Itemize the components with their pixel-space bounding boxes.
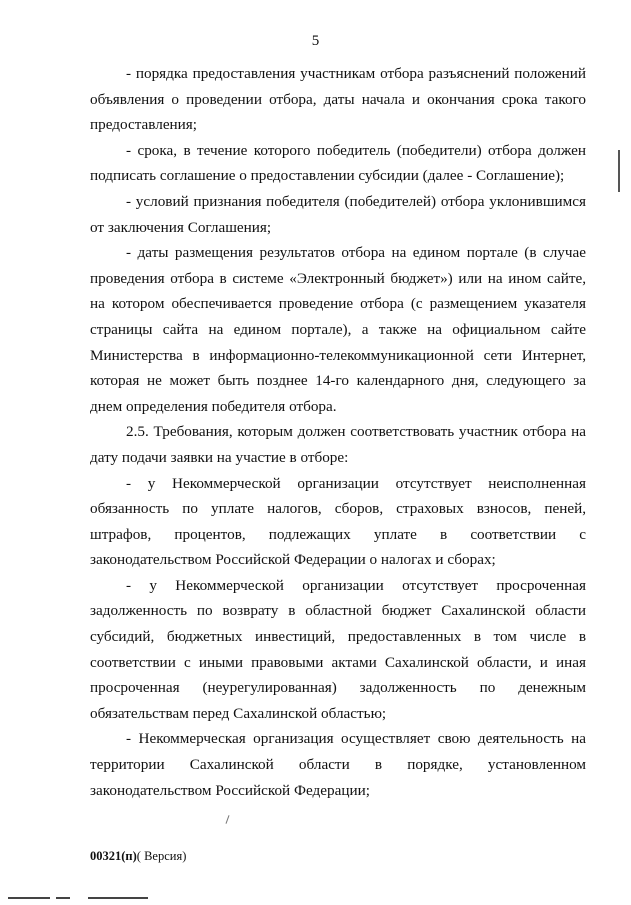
paragraph-evasion-conditions: - условий признания победителя (победителей) отбора уклонившимся от заключения Соглашения;: [90, 192, 586, 236]
body-text: [90, 61, 586, 803]
paragraph-territory: - Некоммерческая организация осуществляет свою деятельность на территории Сахалинской области в порядке, установленном законодательством Российской Федерации;: [90, 730, 586, 799]
scan-line: [56, 897, 70, 899]
paragraph-clarifications: - порядка предоставления участникам отбора разъяснений положений объявления о проведении отбора, даты начала и окончания срока такого предоставления;: [90, 65, 586, 134]
paragraph-results-publication: - даты размещения результатов отбора на едином портале (в случае проведения отбора в системе «Электронный бюджет») или на ином сайте, на котором обеспечивается проведение отбора (с размещением указателя страницы сайта на едином портале), а также на официальном сайте Министерства в информационно-телекоммуникационной сети Интернет, которая не может быть позднее 14-го календарного дня, следующего за днем определения победителя отбора.: [90, 244, 586, 415]
footer-code: 00321(п): [90, 849, 137, 863]
scan-line: [8, 897, 50, 899]
scan-line: [88, 897, 148, 899]
scan-tick-mark: [225, 815, 229, 824]
paragraph-requirements-2-5: 2.5. Требования, которым должен соответствовать участник отбора на дату подачи заявки на участие в отборе:: [90, 423, 586, 466]
footer-document-code: [90, 849, 186, 864]
paragraph-no-overdue-debt: - у Некоммерческой организации отсутствует просроченная задолженность по возврату в областной бюджет Сахалинской области субсидий, бюджетных инвестиций, предоставленных в том числе в соответствии с иными правовыми актами Сахалинской области, и иная просроченная (неурегулированная) задолженность по денежным обязательствам перед Сахалинской областью;: [90, 576, 586, 722]
margin-mark: [618, 150, 620, 192]
paragraph-agreement-term: - срока, в течение которого победитель (победители) отбора должен подписать соглашение о предоставлении субсидии (далее - Соглашение);: [90, 141, 586, 185]
footer-version: ( Версия): [136, 849, 187, 863]
paragraph-no-tax-debt: - у Некоммерческой организации отсутствует неисполненная обязанность по уплате налогов, сборов, страховых взносов, пеней, штрафов, процентов, подлежащих уплате в соответствии с законодательством Российской Федерации о налогах и сборах;: [90, 474, 586, 569]
page-number: 5: [311, 33, 320, 49]
